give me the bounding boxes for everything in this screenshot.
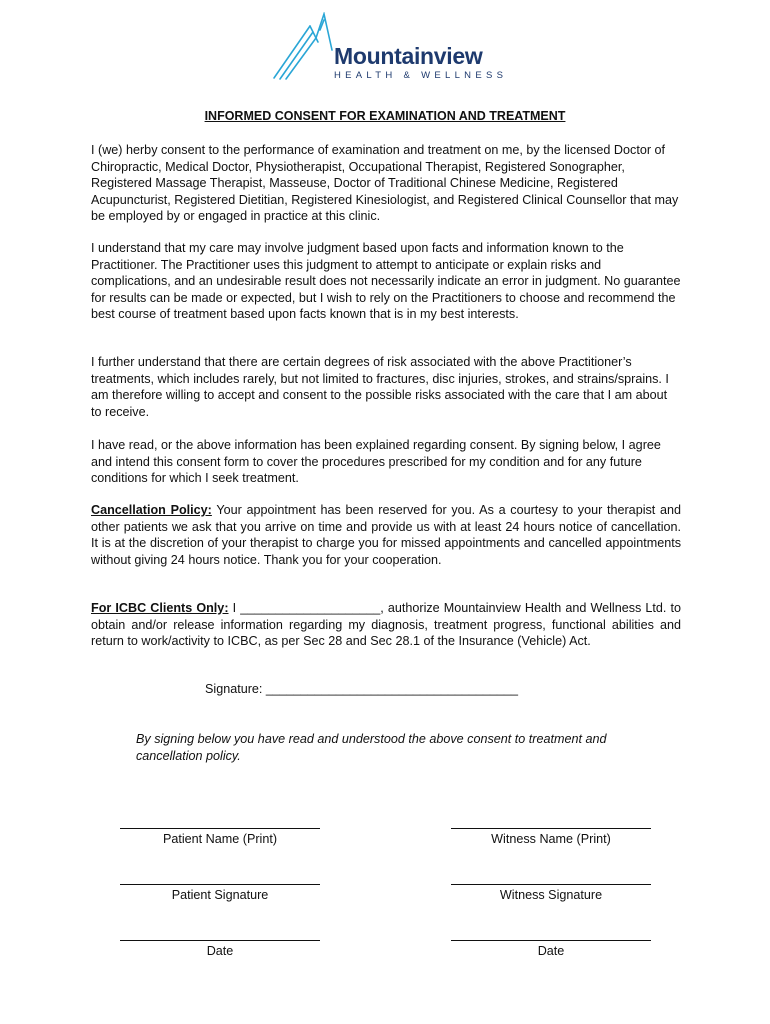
icbc-text: I ____________________, authorize Mountainview Health and Wellness Ltd. to obtain and/or release information regarding my diagnosis, treatment progress, functional abilities and return to work/activity to ICBC, as per Sec 28 and Sec 28.1 of the Insurance (Vehicle) Act. [91,601,681,648]
witness-name-label: Witness Name (Print) [491,832,611,846]
signature-rule [451,884,651,885]
witness-signature-field[interactable] [451,884,651,902]
document-title: INFORMED CONSENT FOR EXAMINATION AND TREATMENT [204,109,566,123]
witness-name-field[interactable] [451,828,651,846]
icbc-authorization [91,600,681,650]
signature-rule [451,940,651,941]
logo-name: Mountainview [334,43,483,69]
patient-date-label: Date [206,944,234,958]
acknowledgement-note: By signing below you have read and understood the above consent to treatment and cancellation policy. [136,732,607,763]
logo-tagline: HEALTH & WELLNESS [334,70,508,81]
witness-date-label: Date [537,944,565,958]
patient-signature-field[interactable] [120,884,320,902]
cancellation-policy [91,502,681,568]
patient-signature-label: Patient Signature [171,888,269,902]
signature-rule [120,884,320,885]
signature-rule [120,940,320,941]
patient-date-field[interactable] [120,940,320,958]
cancellation-policy-text: Your appointment has been reserved for you. As a courtesy to your therapist and other patients we ask that you arrive on time and provide us with at least 24 hours notice of cancellation. It is at the discretion of your therapist to charge you for missed appointments and cancelled appointments without giving 24 hours notice. Thank you for your cooperation. [91,503,682,567]
icbc-signature-line[interactable]: Signature: ____________________________________ [205,682,519,696]
cancellation-policy-label: Cancellation Policy: [91,503,212,517]
witness-signature-label: Witness Signature [499,888,603,902]
signature-rule [451,828,651,829]
consent-paragraph-1: I (we) herby consent to the performance of examination and treatment on me, by the licensed Doctor of Chiropractic, Medical Doctor, Physiotherapist, Occupational Therapist, Registered Sonographer, Registered Massage Therapist, Masseuse, Doctor of Traditional Chinese Medicine, Registered Acupuncturist, Registered Dietitian, Registered Kinesiologist, and Registered Clinical Counsellor that may be employed by or engaged in practice at this clinic. [91,143,679,223]
signature-rule [120,828,320,829]
icbc-label: For ICBC Clients Only: [91,601,229,615]
consent-paragraph-4: I have read, or the above information has been explained regarding consent. By signing below, I agree and intend this consent form to cover the procedures prescribed for my condition and for any future conditions for which I seek treatment. [91,438,661,485]
consent-paragraph-3: I further understand that there are certain degrees of risk associated with the above Practitioner’s treatments, which includes rarely, but not limited to fractures, disc injuries, strokes, and strains/sprains. I am therefore willing to accept and consent to the possible risks associated with the care that I am about to receive. [91,355,669,419]
patient-name-label: Patient Name (Print) [162,832,278,846]
witness-date-field[interactable] [451,940,651,958]
consent-paragraph-2: I understand that my care may involve judgment based upon facts and information known to the Practitioner. The Practitioner uses this judgment to attempt to anticipate or explain risks and complications, and an undesirable result does not necessarily indicate an error in judgment. No guarantee for results can be made or expected, but I wish to rely on the Practitioners to choose and recommend the best course of treatment based upon facts known that is in my best interests. [91,241,681,321]
patient-name-field[interactable] [120,828,320,846]
